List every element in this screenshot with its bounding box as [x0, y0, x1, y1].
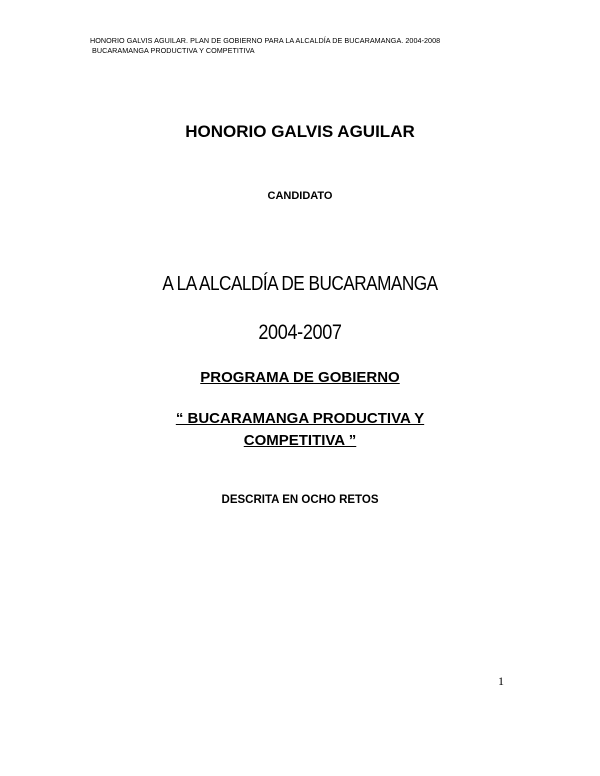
running-header-line-2: BUCARAMANGA PRODUCTIVA Y COMPETITIVA	[92, 45, 255, 55]
running-header-line-1: HONORIO GALVIS AGUILAR. PLAN DE GOBIERNO PARA LA ALCALDÍA DE BUCARAMANGA. 2004-2008	[90, 36, 441, 45]
program-slogan	[0, 408, 600, 452]
candidate-role: CANDIDATO	[267, 190, 333, 202]
candidate-name: HONORIO GALVIS AGUILAR	[185, 122, 415, 141]
office-title: A LA ALCALDÍA DE BUCARAMANGA	[162, 273, 438, 295]
program-description: DESCRITA EN OCHO RETOS	[221, 494, 379, 506]
page-number: 1	[498, 674, 504, 688]
running-header	[90, 36, 440, 55]
term-years: 2004-2007	[258, 321, 342, 344]
program-title: PROGRAMA DE GOBIERNO	[200, 369, 400, 386]
program-slogan-line-1: “ BUCARAMANGA PRODUCTIVA Y	[175, 410, 425, 427]
program-slogan-line-2: COMPETITIVA ”	[243, 432, 357, 449]
